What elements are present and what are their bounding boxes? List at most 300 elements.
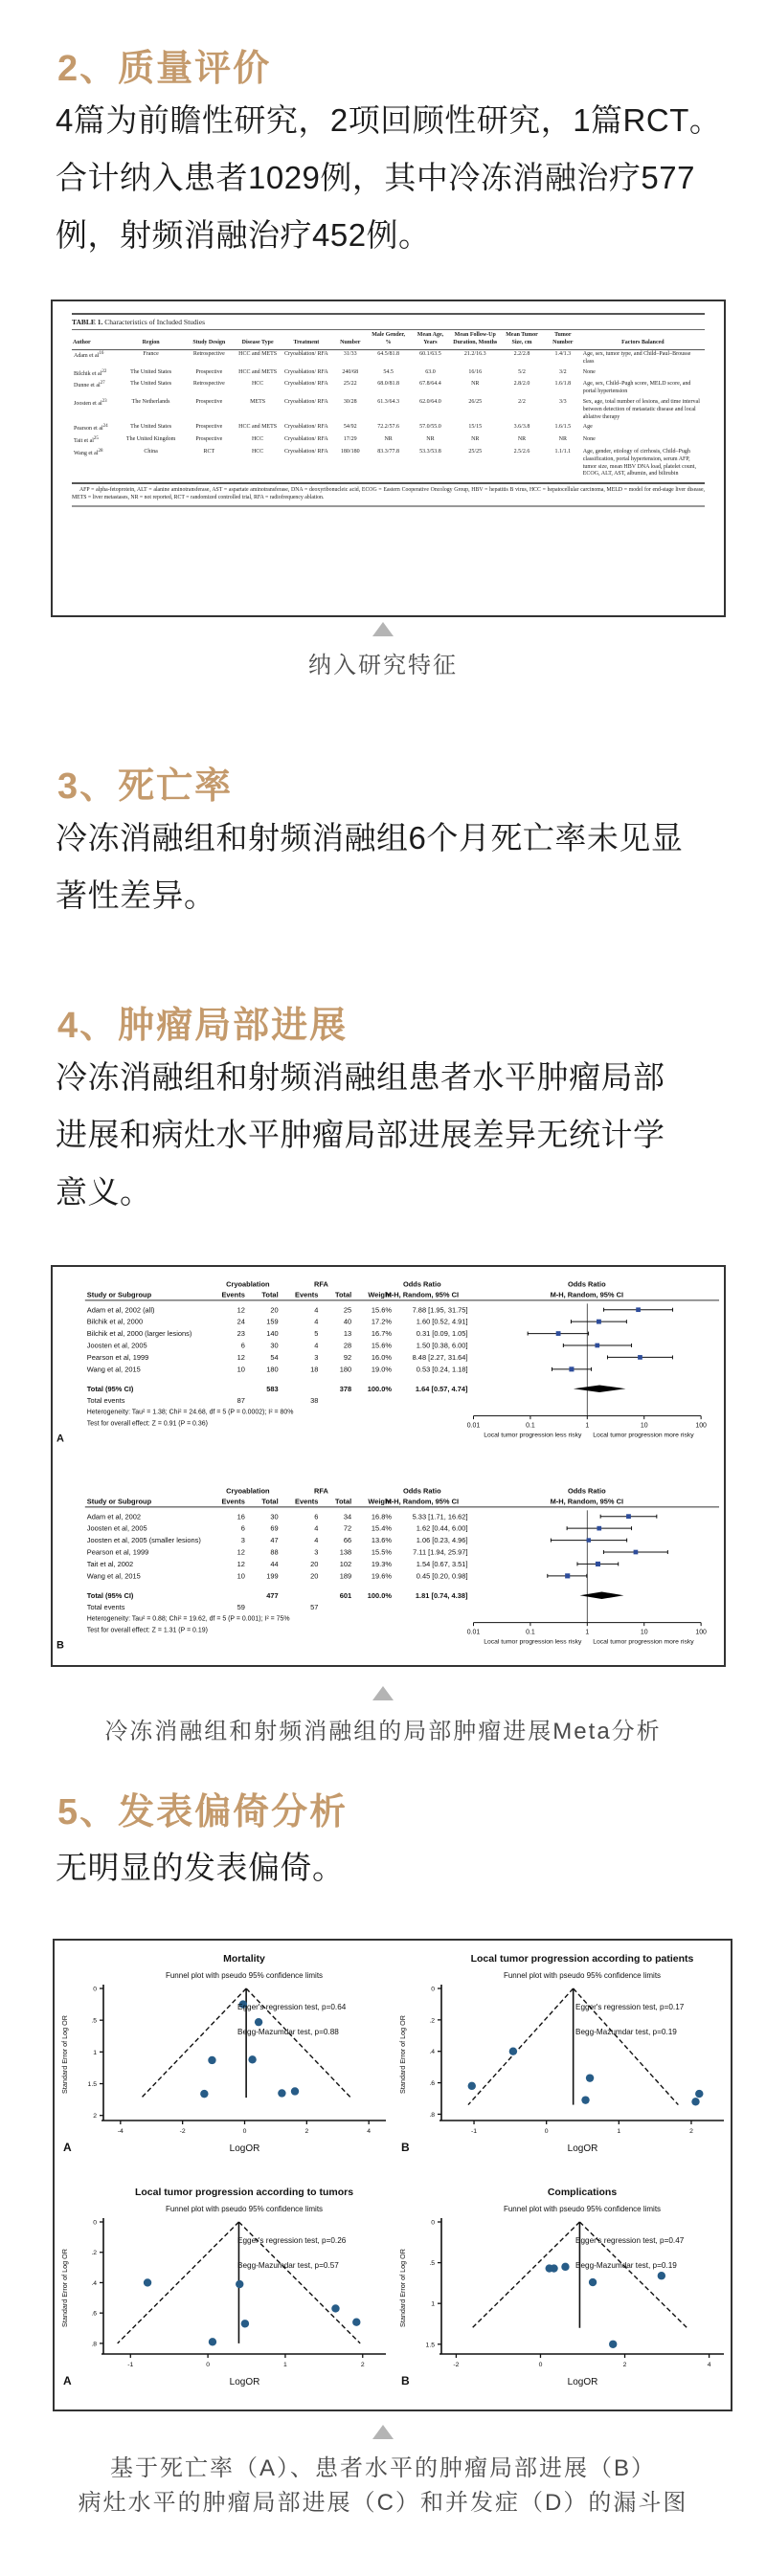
svg-text:38: 38: [310, 1395, 319, 1405]
table-cell: 57.0/55.0: [419, 424, 441, 431]
table-cell: Prospective: [195, 399, 223, 406]
table-cell: HCC: [251, 381, 264, 388]
section-3-body: [56, 810, 726, 924]
table-cell: 180/180: [333, 448, 368, 484]
svg-text:16.0%: 16.0%: [371, 1353, 392, 1363]
table-cell: Age, sex, tumor type, and Child–Paul–Brousse class: [582, 351, 691, 365]
svg-text:1.62 [0.44, 6.00]: 1.62 [0.44, 6.00]: [416, 1523, 468, 1533]
table-cell: Retrospective: [192, 381, 225, 388]
svg-text:4: 4: [314, 1317, 319, 1326]
author-cell: Wang et $al^{28}$: [72, 448, 120, 484]
text-line: 4篇为前瞻性研究，2项回顾性研究，1篇RCT。: [56, 102, 722, 138]
table-cell: 60.1/63.5: [419, 351, 441, 358]
table-cell: 53.3/53.8: [410, 448, 452, 484]
svg-text:Total: Total: [261, 1290, 279, 1299]
svg-text:B: B: [56, 1639, 64, 1652]
author-cell: Dunne et $al^{27}$: [74, 381, 105, 389]
table-col-header: Mean Age, Years: [410, 330, 452, 349]
svg-text:Complications: Complications: [547, 2187, 618, 2198]
svg-text:Events: Events: [295, 1497, 319, 1506]
svg-text:Total (95% CI): Total (95% CI): [86, 1384, 134, 1393]
svg-text:1: 1: [93, 2049, 97, 2056]
table-cell: Cryoablation/ RFA: [284, 381, 328, 388]
forest-plot-a: [53, 1277, 724, 1447]
svg-text:Local tumor progression more r: Local tumor progression more risky: [593, 1432, 694, 1439]
table-cell: 1.1/1.1: [545, 448, 581, 484]
table-cell: France: [143, 351, 159, 358]
text-line: 无明显的发表偏倚。: [56, 1850, 345, 1885]
svg-text:583: 583: [266, 1384, 279, 1393]
svg-text:-1: -1: [127, 2362, 134, 2368]
svg-text:.5: .5: [91, 2017, 97, 2025]
table-cell: 64.5/81.8: [377, 351, 399, 358]
svg-text:Test for overall effect: Z = 1: Test for overall effect: Z = 1.31 (P = 0.19): [86, 1627, 208, 1634]
svg-text:Tait et al, 2002: Tait et al, 2002: [86, 1560, 134, 1569]
svg-text:1: 1: [585, 1629, 590, 1636]
svg-text:0: 0: [93, 2219, 97, 2227]
svg-text:Begg-Mazumdar test, p=0.19: Begg-Mazumdar test, p=0.19: [575, 2028, 677, 2036]
svg-text:15.6%: 15.6%: [371, 1341, 392, 1350]
svg-text:Funnel plot with pseudo 95% co: Funnel plot with pseudo 95% confidence limits: [165, 2205, 324, 2213]
svg-text:Bilchik et al, 2000: Bilchik et al, 2000: [86, 1317, 144, 1326]
svg-text:-4: -4: [117, 2128, 124, 2135]
svg-text:0.45 [0.20, 0.98]: 0.45 [0.20, 0.98]: [416, 1571, 468, 1581]
svg-text:30: 30: [270, 1341, 279, 1350]
table-cell: Cryoablation/ RFA: [284, 424, 328, 431]
svg-text:2: 2: [93, 2113, 97, 2121]
svg-text:LogOR: LogOR: [229, 2377, 260, 2387]
table-cell: HCC and METS: [238, 424, 278, 431]
table-cell: The United States: [130, 381, 172, 388]
table-cell: The Netherlands: [131, 399, 170, 406]
svg-text:2: 2: [360, 2362, 365, 2368]
table-col-header: Mean Follow-Up Duration, Months: [451, 330, 499, 349]
svg-text:1.81 [0.74, 4.38]: 1.81 [0.74, 4.38]: [415, 1590, 468, 1600]
svg-text:4: 4: [314, 1305, 319, 1315]
svg-text:477: 477: [266, 1590, 279, 1600]
svg-text:Local tumor progression less r: Local tumor progression less risky: [484, 1638, 582, 1646]
forest-figure: [51, 1265, 726, 1667]
table-cell: 17/29: [343, 436, 357, 443]
svg-text:LogOR: LogOR: [567, 2143, 598, 2154]
svg-text:Total events: Total events: [86, 1395, 125, 1405]
table-col-header: Mean Tumor Size, cm: [499, 330, 545, 349]
svg-text:17.2%: 17.2%: [371, 1317, 392, 1326]
table-row: [72, 448, 705, 484]
svg-text:0: 0: [206, 2362, 211, 2368]
svg-text:13: 13: [343, 1329, 352, 1339]
svg-text:Total: Total: [334, 1497, 352, 1506]
svg-text:Wang et al, 2015: Wang et al, 2015: [86, 1571, 141, 1581]
svg-text:2: 2: [689, 2128, 693, 2135]
svg-text:.4: .4: [429, 2049, 435, 2056]
funnel-plot-patients: [394, 1948, 731, 2168]
svg-text:4: 4: [314, 1536, 319, 1545]
svg-text:Odds Ratio: Odds Ratio: [567, 1279, 606, 1289]
table-footnote: AFP = alpha-fetoprotein, ALT = alanine aminotransferase, AST = aspartate aminotransferase, DNA = deoxyribonucleic acid, ECOG = Eastern Cooperative Oncology Group, HBV = hepatitis B virus, HCC = hepatocellular carcinoma, MELD = model for end-stage liver disease, METS = liver metastases, NR = not reported, RCT = randomized controlled trial, RFA = radiofrequency ablation.: [72, 487, 705, 507]
svg-text:Odds Ratio: Odds Ratio: [567, 1486, 606, 1496]
text-line: 例，射频消融治疗452例。: [56, 217, 431, 253]
caption-arrow-icon: [372, 1686, 394, 1700]
svg-text:4: 4: [707, 2362, 711, 2368]
svg-text:Study or Subgroup: Study or Subgroup: [86, 1290, 152, 1299]
svg-text:Study or Subgroup: Study or Subgroup: [86, 1497, 152, 1506]
svg-text:0.01: 0.01: [466, 1629, 481, 1636]
svg-text:Joosten et al, 2005: Joosten et al, 2005: [86, 1341, 147, 1350]
svg-text:Begg-Mazumdar test, p=0.57: Begg-Mazumdar test, p=0.57: [237, 2261, 339, 2270]
svg-text:69: 69: [270, 1523, 279, 1533]
table-cell: METS: [250, 399, 266, 406]
svg-text:88: 88: [270, 1547, 279, 1557]
table-cell: 2.8/2.0: [513, 381, 530, 388]
svg-text:A: A: [63, 2374, 72, 2387]
svg-text:18: 18: [310, 1365, 319, 1374]
svg-text:Joosten et al, 2005 (smaller l: Joosten et al, 2005 (smaller lesions): [86, 1536, 201, 1545]
svg-text:Wang et al, 2015: Wang et al, 2015: [86, 1365, 141, 1374]
text-line: 基于死亡率（A）、患者水平的肿瘤局部进展（B）: [109, 2455, 656, 2481]
svg-text:2: 2: [304, 2128, 309, 2135]
section-4-heading: 4、肿瘤局部进展: [57, 1006, 349, 1046]
svg-text:Standard Error of Log OR: Standard Error of Log OR: [60, 2249, 69, 2327]
caption-arrow-icon: [372, 622, 394, 636]
table-cell: Cryoablation/ RFA: [280, 448, 333, 484]
svg-text:15.5%: 15.5%: [371, 1547, 392, 1557]
svg-text:20: 20: [310, 1560, 319, 1569]
table-header: [72, 330, 705, 349]
table-col-header: Tumor Number: [545, 330, 581, 349]
table-cell: The United States: [130, 368, 172, 375]
svg-text:1.50 [0.38, 6.00]: 1.50 [0.38, 6.00]: [416, 1341, 468, 1350]
svg-text:4: 4: [314, 1523, 319, 1533]
svg-text:Adam et al, 2002 (all): Adam et al, 2002 (all): [86, 1305, 155, 1315]
svg-text:34: 34: [343, 1512, 352, 1521]
svg-text:10: 10: [237, 1365, 245, 1374]
svg-text:.2: .2: [91, 2250, 97, 2257]
table-cell: Cryoablation/ RFA: [284, 368, 328, 375]
svg-text:12: 12: [237, 1305, 245, 1315]
text-line: 进展和病灶水平肿瘤局部进展差异无统计学: [56, 1117, 665, 1152]
svg-text:100: 100: [695, 1422, 707, 1430]
svg-text:138: 138: [339, 1547, 352, 1557]
funnel-figure-caption: [0, 2452, 766, 2520]
svg-text:1: 1: [585, 1422, 590, 1430]
table-cell: 63.0: [425, 368, 436, 375]
table-cell: HCC and METS: [238, 368, 278, 375]
svg-text:0: 0: [431, 1986, 435, 1993]
forest-plot-b: [53, 1483, 724, 1654]
author-cell: Pearson et $al^{24}$: [74, 424, 108, 433]
svg-text:189: 189: [339, 1571, 352, 1581]
svg-text:16: 16: [237, 1512, 245, 1521]
svg-text:180: 180: [339, 1365, 352, 1374]
svg-text:1: 1: [283, 2362, 287, 2368]
svg-text:140: 140: [266, 1329, 279, 1339]
svg-text:Local tumor progression more r: Local tumor progression more risky: [593, 1638, 694, 1646]
svg-text:1.64 [0.57, 4.74]: 1.64 [0.57, 4.74]: [415, 1384, 468, 1393]
table-cell: 67.8/64.4: [419, 381, 441, 388]
svg-text:10: 10: [640, 1422, 648, 1430]
svg-text:Pearson et al, 1999: Pearson et al, 1999: [86, 1353, 149, 1363]
table-cell: RCT: [182, 448, 236, 484]
svg-text:M-H, Random, 95% CI: M-H, Random, 95% CI: [385, 1290, 460, 1299]
table-figure: [51, 300, 726, 617]
svg-text:19.6%: 19.6%: [371, 1571, 392, 1581]
svg-text:2: 2: [622, 2362, 627, 2368]
svg-text:19.3%: 19.3%: [371, 1560, 392, 1569]
svg-text:57: 57: [310, 1602, 319, 1611]
table-cell: NR: [426, 436, 435, 443]
svg-text:-2: -2: [453, 2362, 460, 2368]
svg-text:10: 10: [237, 1571, 245, 1581]
svg-text:92: 92: [343, 1353, 352, 1363]
svg-text:0: 0: [242, 2128, 247, 2135]
text-line: 冷冻消融组和射频消融组患者水平肿瘤局部: [56, 1059, 665, 1095]
author-cell: Joosten et $al^{23}$: [74, 399, 107, 408]
svg-text:Egger's regression test, p=0.4: Egger's regression test, p=0.47: [575, 2236, 685, 2245]
table-cell: Cryoablation/ RFA: [284, 436, 328, 443]
svg-text:6: 6: [240, 1523, 245, 1533]
table-row: [72, 423, 705, 435]
svg-text:601: 601: [339, 1590, 352, 1600]
svg-text:.4: .4: [91, 2279, 97, 2287]
svg-text:.8: .8: [91, 2341, 97, 2348]
table-cell: China: [120, 448, 183, 484]
svg-text:0.53 [0.24, 1.18]: 0.53 [0.24, 1.18]: [416, 1365, 468, 1374]
table-title-text: Characteristics of Included Studies: [102, 318, 206, 326]
svg-text:Cryoablation: Cryoablation: [226, 1486, 270, 1496]
table-cell: Cryoablation/ RFA: [284, 399, 328, 406]
svg-text:RFA: RFA: [313, 1279, 328, 1289]
table-cell: The United Kingdom: [125, 436, 176, 443]
table-figure-caption: 纳入研究特征: [308, 653, 458, 678]
svg-text:6: 6: [314, 1512, 319, 1521]
svg-text:66: 66: [343, 1536, 352, 1545]
table-cell: 3/2: [558, 368, 567, 375]
section-4-body: [56, 1049, 726, 1221]
table-cell: 1.6/1.8: [554, 381, 572, 388]
text-line: 意义。: [56, 1174, 152, 1210]
svg-text:4: 4: [367, 2128, 372, 2135]
svg-text:47: 47: [270, 1536, 279, 1545]
svg-text:.5: .5: [429, 2260, 435, 2268]
svg-text:72: 72: [343, 1523, 352, 1533]
svg-text:1.5: 1.5: [87, 2081, 97, 2089]
svg-text:-1: -1: [471, 2128, 478, 2135]
table-cell: None: [582, 368, 596, 375]
svg-text:Begg-Mazumdar test, p=0.19: Begg-Mazumdar test, p=0.19: [575, 2261, 677, 2270]
svg-text:44: 44: [270, 1560, 279, 1569]
svg-text:Odds Ratio: Odds Ratio: [402, 1279, 441, 1289]
table-col-header: Factors Balanced: [581, 330, 705, 349]
table-cell: None: [582, 436, 596, 443]
svg-text:3: 3: [314, 1353, 319, 1363]
table-cell: 21.2/16.3: [463, 351, 486, 358]
section-3-heading: 3、死亡率: [57, 766, 234, 807]
svg-text:Egger's regression test, p=0.1: Egger's regression test, p=0.17: [575, 2003, 685, 2011]
svg-text:20: 20: [310, 1571, 319, 1581]
table-cell: Prospective: [195, 368, 223, 375]
table-col-header: Number: [333, 330, 368, 349]
svg-text:16.7%: 16.7%: [371, 1329, 392, 1339]
table-cell: 61.3/64.3: [377, 399, 399, 406]
table-cell: 2.2/2.8: [513, 351, 530, 358]
svg-text:Weight: Weight: [368, 1497, 392, 1506]
svg-text:Total (95% CI): Total (95% CI): [86, 1590, 134, 1600]
table-cell: 31/33: [343, 351, 357, 358]
table-row: [72, 349, 705, 367]
svg-text:0.31 [0.09, 1.05]: 0.31 [0.09, 1.05]: [416, 1329, 468, 1339]
table-cell: NR: [558, 436, 567, 443]
svg-text:Joosten et al, 2005: Joosten et al, 2005: [86, 1523, 147, 1533]
svg-text:30: 30: [270, 1512, 279, 1521]
svg-text:0.01: 0.01: [466, 1422, 481, 1430]
section-2-heading: 2、质量评价: [57, 49, 272, 89]
svg-text:.6: .6: [91, 2310, 97, 2318]
table-cell: 54/92: [343, 424, 357, 431]
table-cell: 2.5/2.6: [499, 448, 545, 484]
table-cell: Sex, age, total number of lesions, and time interval between detection of metastatic disease and local ablative therapy: [582, 399, 700, 420]
author-cell: Bilchik et $al^{22}$: [74, 368, 107, 377]
svg-text:7.88 [1.95, 31.75]: 7.88 [1.95, 31.75]: [412, 1305, 468, 1315]
table-cell: 5/2: [518, 368, 526, 375]
author-cell: Tait et $al^{25}$: [74, 436, 99, 445]
svg-text:40: 40: [343, 1317, 352, 1326]
svg-text:Standard Error of Log OR: Standard Error of Log OR: [60, 2015, 69, 2094]
svg-text:1.60 [0.52, 4.91]: 1.60 [0.52, 4.91]: [416, 1317, 468, 1326]
table-title: [72, 313, 705, 330]
svg-text:1.5: 1.5: [425, 2342, 435, 2349]
svg-text:6: 6: [240, 1341, 245, 1350]
table-cell: Retrospective: [192, 351, 225, 358]
svg-text:5: 5: [314, 1329, 319, 1339]
svg-text:12: 12: [237, 1547, 245, 1557]
svg-text:B: B: [401, 2374, 410, 2387]
table-cell: 3/3: [558, 399, 567, 406]
author-cell: Adam et $al^{16}$: [74, 351, 104, 360]
table-cell: NR: [471, 436, 480, 443]
svg-text:100: 100: [695, 1629, 707, 1636]
section-2-body: [56, 92, 726, 264]
svg-text:M-H, Random, 95% CI: M-H, Random, 95% CI: [385, 1497, 460, 1506]
table-cell: 2/2: [518, 399, 526, 406]
table-col-header: Author: [72, 330, 120, 349]
svg-text:12: 12: [237, 1560, 245, 1569]
table-cell: 26/25: [468, 399, 483, 406]
svg-text:54: 54: [270, 1353, 279, 1363]
svg-text:M-H, Random, 95% CI: M-H, Random, 95% CI: [550, 1497, 624, 1506]
table-col-header: Male Gender, %: [368, 330, 410, 349]
svg-text:Heterogeneity: Tau² = 1.38; Ch: Heterogeneity: Tau² = 1.38; Chi² = 24.68, df = 5 (P = 0.0002); I² = 80%: [86, 1409, 294, 1416]
table-cell: NR: [471, 381, 480, 388]
svg-text:Events: Events: [221, 1497, 245, 1506]
svg-text:23: 23: [237, 1329, 245, 1339]
table-cell: NR: [517, 436, 527, 443]
svg-text:25: 25: [343, 1305, 352, 1315]
svg-text:24: 24: [237, 1317, 245, 1326]
section-5-body: [56, 1839, 726, 1897]
table-cell: 68.0/81.8: [377, 381, 399, 388]
table-row: [72, 367, 705, 380]
svg-text:0: 0: [538, 2362, 543, 2368]
table-cell: The United States: [130, 424, 172, 431]
svg-text:0: 0: [431, 2219, 435, 2227]
svg-text:102: 102: [339, 1560, 352, 1569]
table-cell: 3.6/3.8: [513, 424, 530, 431]
svg-text:12: 12: [237, 1353, 245, 1363]
table-cell: 83.3/77.8: [368, 448, 410, 484]
svg-text:87: 87: [237, 1395, 245, 1405]
svg-text:20: 20: [270, 1305, 279, 1315]
svg-text:B: B: [401, 2141, 410, 2154]
table-col-header: Disease Type: [236, 330, 280, 349]
svg-text:Test for overall effect: Z = 0: Test for overall effect: Z = 0.91 (P = 0.36): [86, 1420, 208, 1428]
svg-text:59: 59: [237, 1602, 245, 1611]
svg-text:Mortality: Mortality: [223, 1953, 265, 1965]
svg-text:Weight: Weight: [368, 1290, 392, 1299]
svg-text:Local tumor progression accord: Local tumor progression according to patients: [470, 1953, 694, 1965]
svg-text:.2: .2: [429, 2017, 435, 2025]
svg-text:Bilchik et al, 2000 (larger le: Bilchik et al, 2000 (larger lesions): [86, 1329, 192, 1339]
svg-text:100.0%: 100.0%: [367, 1384, 392, 1393]
svg-text:1.06 [0.23, 4.96]: 1.06 [0.23, 4.96]: [416, 1536, 468, 1545]
table-body: [72, 349, 705, 483]
svg-text:Begg-Mazumdar test, p=0.88: Begg-Mazumdar test, p=0.88: [237, 2028, 339, 2036]
table-col-header: Region: [120, 330, 183, 349]
text-line: 病灶水平的肿瘤局部进展（C）和并发症（D）的漏斗图: [78, 2490, 688, 2516]
text-line: 合计纳入患者1029例，其中冷冻消融治疗577: [56, 160, 695, 195]
svg-text:LogOR: LogOR: [229, 2143, 260, 2154]
svg-text:13.6%: 13.6%: [371, 1536, 392, 1545]
table-cell: 240/68: [342, 368, 359, 375]
svg-text:M-H, Random, 95% CI: M-H, Random, 95% CI: [550, 1290, 624, 1299]
table-cell: Age, gender, etiology of cirrhosis, Child–Pugh classification, portal hypertension, serum AFP, tumor size, mean HBV DNA load, platelet count, ECOG, ALT, AST, albumin, and bilirubin: [581, 448, 705, 484]
svg-text:LogOR: LogOR: [567, 2377, 598, 2387]
svg-text:1: 1: [617, 2128, 621, 2135]
svg-text:5.33 [1.71, 16.62]: 5.33 [1.71, 16.62]: [412, 1512, 468, 1521]
svg-text:159: 159: [266, 1317, 279, 1326]
table-col-header: Study Design: [182, 330, 236, 349]
section-5-heading: 5、发表偏倚分析: [57, 1792, 349, 1832]
svg-text:Standard Error of Log OR: Standard Error of Log OR: [398, 2015, 407, 2094]
svg-text:3: 3: [314, 1547, 319, 1557]
table-cell: 72.2/57.6: [377, 424, 399, 431]
svg-text:Heterogeneity: Tau² = 0.88; Ch: Heterogeneity: Tau² = 0.88; Chi² = 19.62, df = 5 (P = 0.001); I² = 75%: [86, 1615, 290, 1623]
funnel-plot-complications: [394, 2182, 731, 2402]
svg-text:Egger's regression test, p=0.6: Egger's regression test, p=0.64: [237, 2003, 347, 2011]
text-line: 冷冻消融组和射频消融组6个月死亡率未见显: [56, 820, 684, 855]
table-cell: HCC and METS: [238, 351, 278, 358]
svg-text:8.48 [2.27, 31.64]: 8.48 [2.27, 31.64]: [412, 1353, 468, 1363]
table-cell: 25/25: [451, 448, 499, 484]
caption-arrow-icon: [372, 2425, 394, 2439]
svg-text:Local tumor progression less r: Local tumor progression less risky: [484, 1432, 582, 1439]
svg-text:Odds Ratio: Odds Ratio: [402, 1486, 441, 1496]
svg-text:100.0%: 100.0%: [367, 1590, 392, 1600]
svg-text:Standard Error of Log OR: Standard Error of Log OR: [398, 2249, 407, 2327]
characteristics-table: [72, 330, 705, 484]
svg-text:0: 0: [93, 1986, 97, 1993]
svg-text:A: A: [63, 2141, 72, 2154]
svg-text:180: 180: [266, 1365, 279, 1374]
svg-text:0.1: 0.1: [526, 1422, 535, 1430]
svg-text:15.6%: 15.6%: [371, 1305, 392, 1315]
table-cell: 16/16: [468, 368, 483, 375]
funnel-figure: [53, 1939, 732, 2411]
table-cell: Age, sex, Child–Pugh score, MELD score, and portal hypertension: [582, 381, 691, 395]
svg-text:Funnel plot with pseudo 95% co: Funnel plot with pseudo 95% confidence limits: [503, 1971, 662, 1980]
svg-text:Total: Total: [261, 1497, 279, 1506]
table-cell: 30/28: [343, 399, 357, 406]
